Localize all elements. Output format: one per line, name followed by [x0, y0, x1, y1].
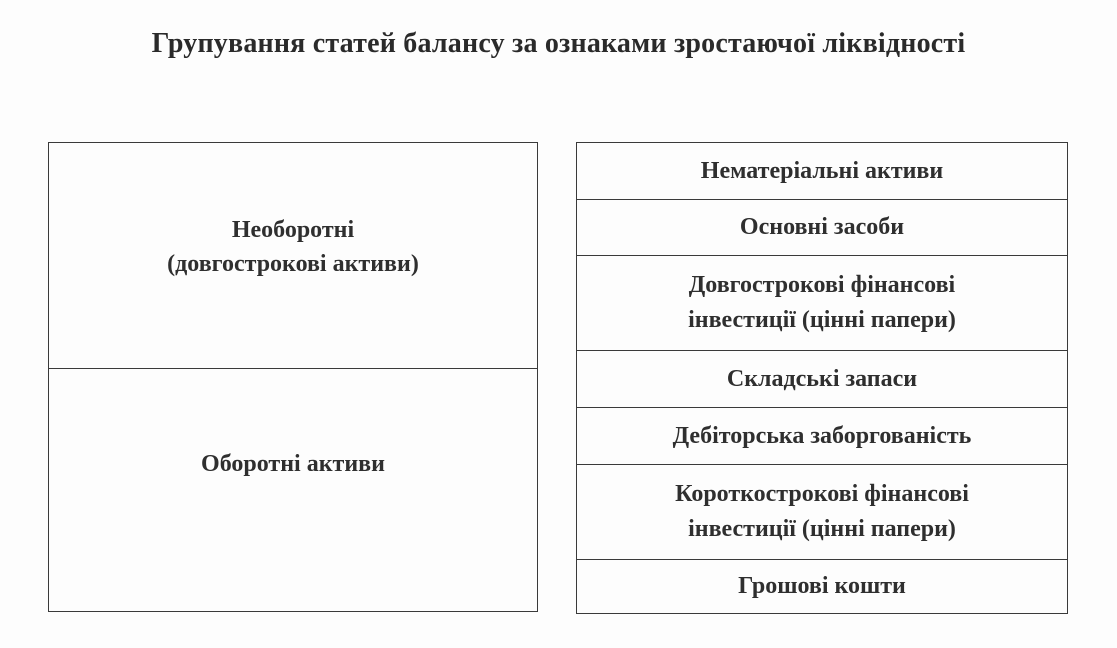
cash-item: Грошові кошти	[738, 573, 906, 599]
balance-items-list	[576, 142, 1068, 614]
inventory-item: Складські запаси	[577, 351, 1067, 408]
noncurrent-assets-group	[49, 143, 537, 369]
current-assets-label: Оборотні активи	[201, 451, 385, 477]
noncurrent-assets-label: Необоротні	[231, 216, 355, 243]
current-assets-group	[49, 369, 537, 611]
long-term-investments-item: Довгострокові фінансові інвестиції (цінні папери)	[577, 256, 1067, 351]
page-title: Групування статей балансу за ознаками зростаючої ліквідності	[151, 28, 966, 59]
intangible-assets-item: Нематеріальні активи	[577, 143, 1067, 200]
receivables-item: Дебіторська заборгованість	[577, 408, 1067, 465]
fixed-assets-item: Основні засоби	[577, 200, 1067, 256]
noncurrent-assets-sublabel: (довгострокові активи)	[167, 250, 419, 277]
short-term-investments-item: Короткострокові фінансові інвестиції (цінні папери)	[577, 465, 1067, 560]
asset-groups-box	[48, 142, 538, 612]
